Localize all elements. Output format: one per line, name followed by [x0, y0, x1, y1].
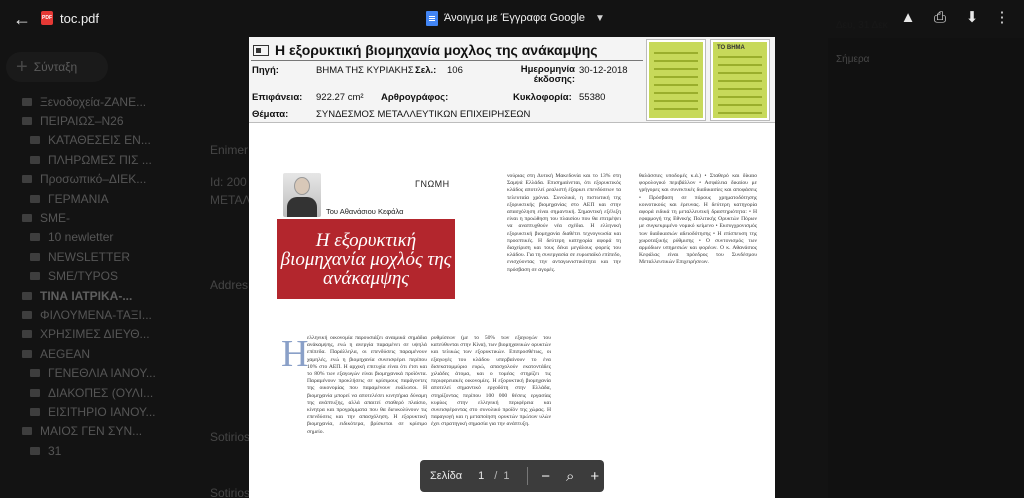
page-thumbnail[interactable] [711, 40, 769, 120]
thumbnail-title: ΤΟ ΒΗΜΑ [717, 45, 745, 51]
writer-label: Αρθρογράφος: [381, 92, 449, 103]
divider [251, 60, 643, 61]
current-page[interactable]: 1 [478, 470, 485, 482]
article-byline: Του Αθανάσιου Κεφάλα [326, 207, 404, 216]
article-column: θαλάσσιες υποδομές κ.ά.) • Σταθερό και δίκαιο φορολογικό περιβάλλον • Ασφάλεια δικαίου με γρήγορες και συνεκτικές διαδικασίες και αποφάσεις • Πρόσβαση σε πόρους χρηματοδότησης κοινοτικούς και έρευνας. Η δεύτερη κατηγορία αφορά ειδικά τη μεταλλευτική δραστηριότητα: • Η εφαρμογή της Εθνικής Πολιτικής Ορυκτών Πόρων με συγκεκριμένο νομικό κείμενο • Εκσυγχρονισμός των διαδικασιών αδειοδότησης • Η επίσπευση της χωροταξικής ρύθμισης • Ο συντονισμός των αρμόδιων υπηρεσιών και φορέων. Ο κ. Αθανάσιος Κεφάλας είναι πρόεδρος του Συνδέσμου Μεταλλευτικών Επιχειρήσεων. [639, 173, 757, 266]
page-label: Σελ.: [415, 65, 437, 76]
print-icon[interactable]: ⎙ [933, 9, 946, 26]
author-photo [283, 173, 321, 217]
source-value: ΒΗΜΑ ΤΗΣ ΚΥΡΙΑΚΗΣ [316, 65, 414, 76]
page-value: 106 [447, 65, 463, 76]
topics-label: Θέματα: [252, 109, 289, 120]
article-column: νούριας στη Δυτική Μακεδονία και το 13% στη Σαμψά Ελλάδα. Επισημαίνεται, ότι εξορυκτικός κλάδος αποτελεί ρεαλιστή έξαρκει επενδύσεων τα τελευταία χρόνια. Συνολικά, η πιστωτική της εξορυκτικής βιομηχανίας στο ΑΕΠ και στην απασχόληση είναι σημαντική. Σημαντική εξέλιξη είναι η προώθηση του πλαισίου που θα επιτρέψει να αναπτυχθούν νέα σχέδια. Η ελληνική εξορυκτική βιομηχανία διαθέτει τεχνογνωσία και προοπτικές. Η δεύτερη κατηγορία αφορά τη διαχείριση και τους δέκα μεγάλους φορείς του κλάδου. Για τη συνεργασία σε ευρωπαϊκό επίπεδο, ενισχύοντας την ανταγωνιστικότητα και την πρόσβαση σε αγορές. [507, 173, 621, 273]
article-body [249, 123, 775, 498]
newspaper-icon [253, 45, 269, 56]
open-with-button[interactable] [426, 7, 605, 29]
total-pages: 1 [503, 470, 510, 482]
file-name: toc.pdf [60, 11, 100, 26]
page-separator: / [494, 470, 498, 482]
open-with-label: Άνοιγμα με Έγγραφα Google [444, 12, 586, 24]
headline-box [277, 219, 455, 299]
circulation-value: 55380 [579, 92, 606, 103]
area-label: Επιφάνεια: [252, 92, 303, 103]
article-headline: Η εξορυκτική βιομηχανία μοχλός της ανάκαμψης [280, 229, 452, 289]
source-label: Πηγή: [252, 65, 279, 76]
plus-icon[interactable]: + [590, 467, 600, 485]
page-controls [420, 460, 604, 492]
zoom-icon[interactable]: ⌕ [565, 467, 575, 485]
page-label: Σελίδα [430, 470, 463, 482]
page-thumbnail[interactable] [647, 40, 705, 120]
date-value: 30-12-2018 [579, 65, 628, 76]
clipping-header [249, 37, 775, 123]
topics-value: ΣΥΝΔΕΣΜΟΣ ΜΕΤΑΛΛΕΥΤΙΚΩΝ ΕΠΙΧΕΙΡΗΣΕΩΝ [316, 109, 531, 120]
date-label: Ημερομηνία έκδοσης: [520, 64, 575, 85]
chevron-down-icon[interactable]: ▼ [595, 12, 605, 24]
more-vert-icon[interactable]: ⋮ [994, 9, 1010, 26]
clipping-title: Η εξορυκτική βιομηχανία μοχλος της ανάκαμψης [275, 42, 598, 58]
minus-icon[interactable]: − [541, 467, 550, 485]
google-docs-icon [426, 11, 438, 26]
viewer-toolbar [0, 0, 1024, 38]
divider [527, 467, 528, 485]
article-kicker: ΓΝΩΜΗ [415, 179, 450, 189]
arrow-left-icon[interactable]: ← [13, 9, 31, 29]
area-value: 922.27 cm² [316, 92, 364, 103]
circulation-label: Κυκλοφορία: [513, 92, 572, 103]
article-column: ελληνική οικονομία παρουσιάζει αναιμικά σημάδια ανάκαμψης, ενώ η ανεργία παραμένει σε υψηλά επίπεδα. Παράλληλα, οι επενδύσεις παραμένουν χαμηλές, ενώ η βιομηχανία συνεισφέρει περίπου 10% στο ΑΕΠ. Η αρχική επιτυχία είναι ότι έτσι και το 80% των εξαγωγών είναι βιομηχανικά προϊόντα. Παραμένουν προκλήσεις σε κρίσιμους παράγοντες της οικονομίας που παραμένουν ευάλωτοι. Η βιομηχανία μπορεί να αποτελέσει κινητήρια δύναμη της ανάπτυξης, αλλά απαιτεί σταθερό πλαίσιο, κίνητρα και προγράμματα που θα διευκολύνουν τις επενδύσεις και την απασχόληση. Η εξορυκτική βιομηχανία, ειδικότερα, βρίσκεται σε κρίσιμο σημείο. [307, 335, 427, 435]
download-icon[interactable]: ⬇ [965, 9, 979, 26]
pdf-file-icon: PDF [41, 11, 53, 25]
add-to-drive-icon[interactable]: ▲ [900, 9, 916, 26]
pdf-page [249, 37, 775, 498]
drop-cap: Η [281, 333, 309, 375]
article-column: ρυθμίσεων (με το 50% των εξαγωγών του κατεύθυνται στην Κίνα), των βιομηχανικών ορυκτών και τελικώς των εξορυκτικών. Επιπροσθέτως, οι εξαγωγές του κλάδου υπερβαίνουν το ένα δισεκατομμύριο ευρώ, απασχολούν εκατοντάδες χιλιάδες άτομα, και ο τομέας στηρίζει τις περιφερειακές οικονομίες. Η εξορυκτική βιομηχανία αποτελεί σημαντικό εργοδότη στην Ελλάδα, στηρίζοντας περίπου 100 000 θέσεις εργασίας κυρίως στην ελληνική περιφέρεια και συνεισφέροντας στο συνολικό προϊόν της χώρας. Η παραγωγή και η μεταποίηση ορυκτών πρώτων υλών έχει στρατηγική σημασία για την ανάπτυξη. [431, 335, 551, 428]
